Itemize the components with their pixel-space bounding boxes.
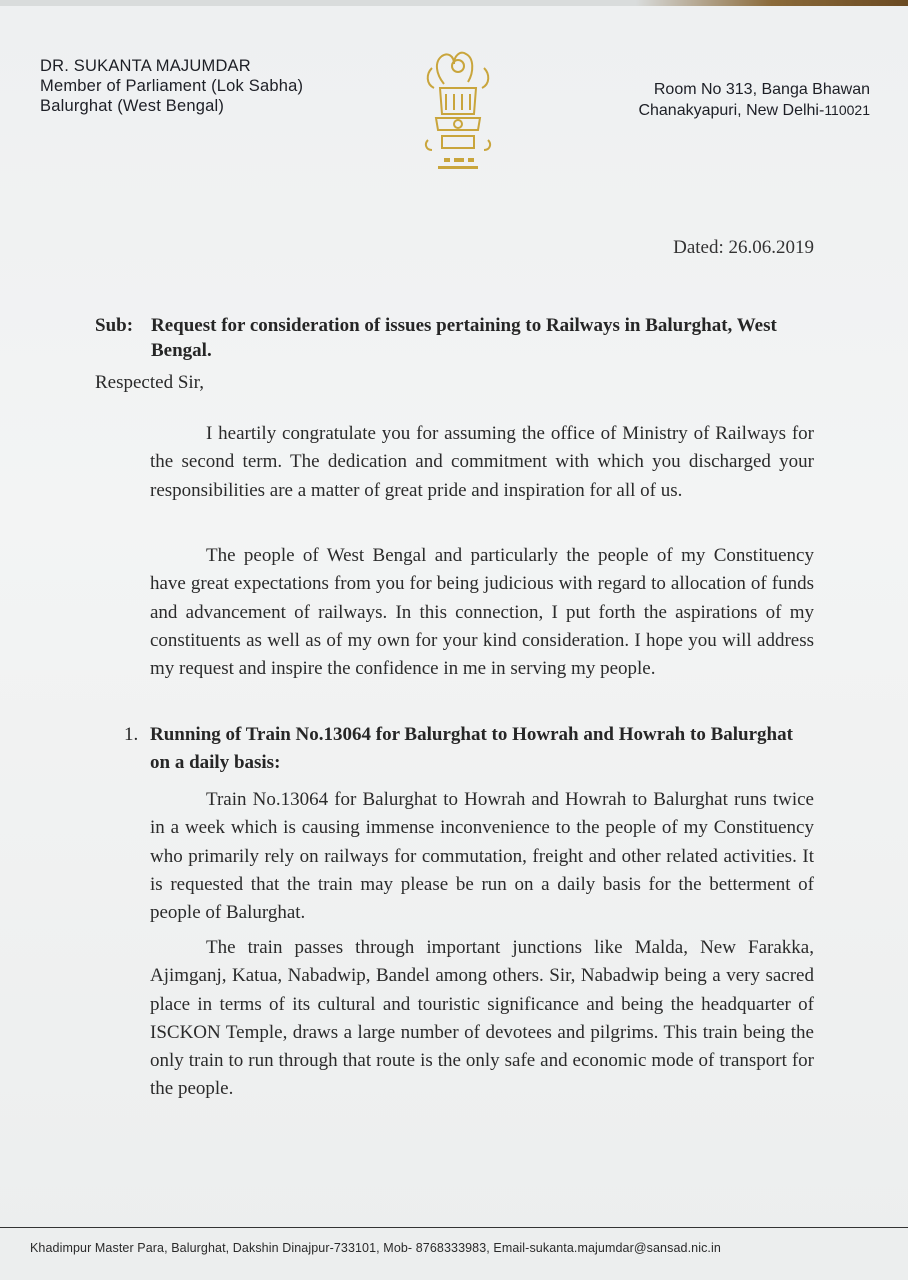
sender-designation: Member of Parliament (Lok Sabha) xyxy=(40,77,304,95)
address-pin: 110021 xyxy=(824,102,870,118)
item-heading-text: Running of Train No.13064 for Balurghat to Howrah and Howrah to Balurghat on a daily basis: xyxy=(150,724,793,773)
paragraph-expectations: The people of West Bengal and particularly the people of my Constituency have great expectations from you for being judicious with regard to allocation of funds and advancement of railways. In this connection, I put forth the aspirations of my constituents as well as of my own for your kind consideration. I hope you will address my request and inspire the confidence in me in serving my people. xyxy=(150,545,814,680)
letterhead-footer: Khadimpur Master Para, Balurghat, Dakshin Dinajpur-733101, Mob- 8768333983, Email-sukanta.majumdar@sansad.nic.in xyxy=(30,1241,721,1255)
item-paragraph-frequency: Train No.13064 for Balurghat to Howrah and Howrah to Balurghat runs twice in a week which is causing immense inconvenience to the people of my Constituency who primarily rely on railways for commutation, freight and other related activities. It is requested that the train may please be run on a daily basis for the betterment of people of Balurghat. xyxy=(150,789,814,924)
item-heading xyxy=(124,721,814,777)
letter-date: Dated: 26.06.2019 xyxy=(673,237,814,258)
letterhead-sender xyxy=(40,56,303,116)
subject-text: Request for consideration of issues pertaining to Railways in Balurghat, West Bengal. xyxy=(151,315,777,361)
item-number: 1. xyxy=(124,724,139,745)
sender-name: DR. SUKANTA MAJUMDAR xyxy=(40,57,251,75)
paragraph-congratulation: I heartily congratulate you for assuming the office of Ministry of Railways for the second term. The dedication and commitment with which you discharged your responsibilities are a matter of great pride and inspiration for all of us. xyxy=(150,423,814,501)
item-paragraph-route: The train passes through important junctions like Malda, New Farakka, Ajimganj, Katua, Nabadwip, Bandel among others. Sir, Nabadwip being a very sacred place in terms of its cultural and touristic significance and being the headquarter of ISCKON Temple, draws a large number of devotees and pilgrims. This train being the only train to run through that route is the only safe and economic mode of transport for the people. xyxy=(150,937,814,1100)
sender-constituency: Balurghat (West Bengal) xyxy=(40,97,225,115)
page-top-edge xyxy=(0,0,908,6)
salutation: Respected Sir, xyxy=(95,372,204,393)
address-line-2 xyxy=(638,100,870,121)
letterhead-address xyxy=(638,80,870,121)
subject-label: Sub: xyxy=(95,315,134,336)
address-line-1: Room No 313, Banga Bhawan xyxy=(653,81,870,98)
footer-divider xyxy=(0,1227,908,1228)
letter-subject xyxy=(95,313,815,363)
address-city: Chanakyapuri, New Delhi- xyxy=(638,102,825,119)
state-emblem-icon xyxy=(414,44,502,184)
